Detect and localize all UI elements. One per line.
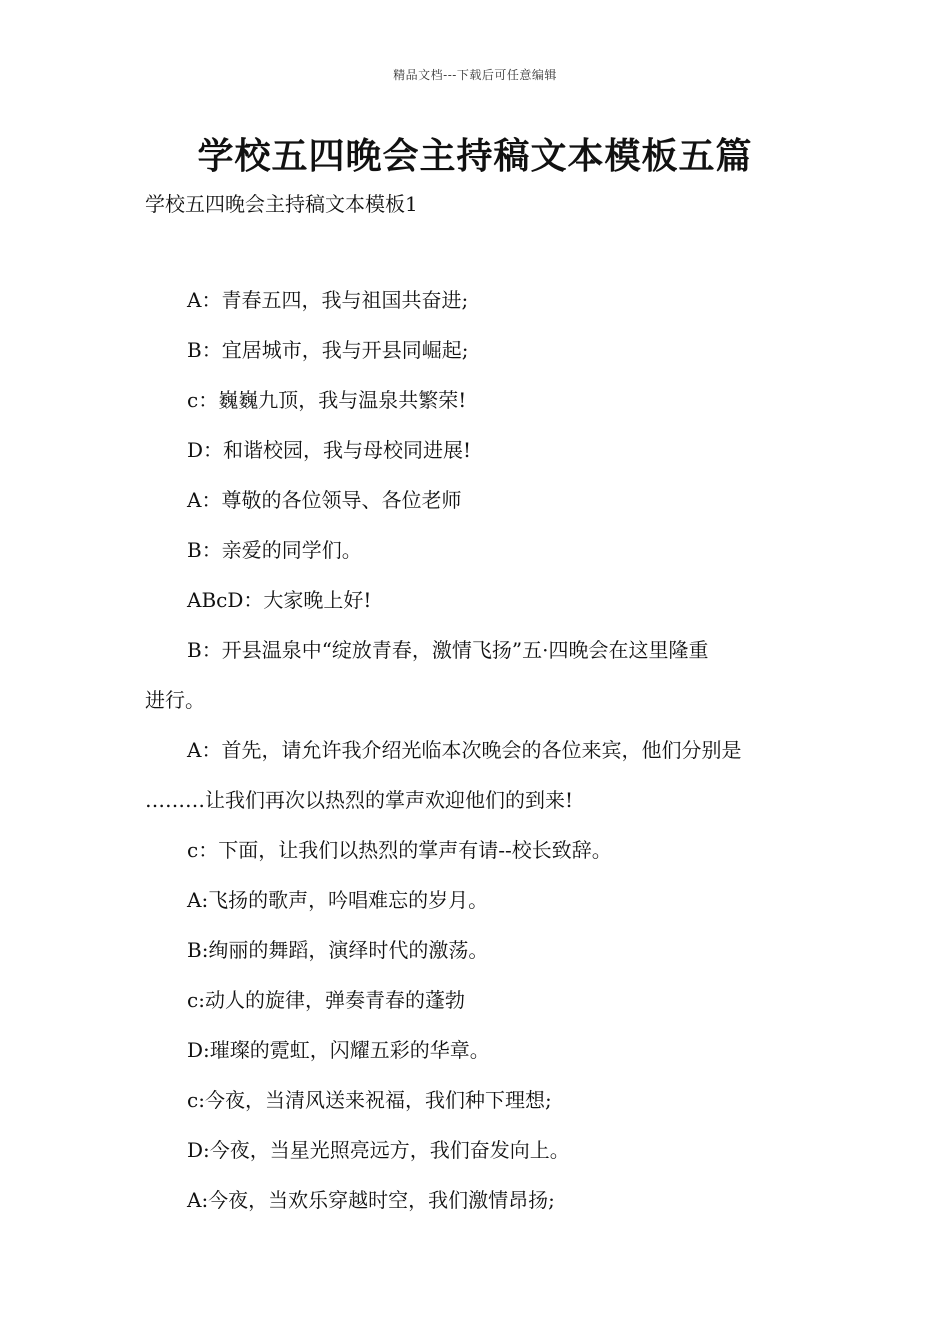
script-line: D:璀璨的霓虹，闪耀五彩的华章。 bbox=[187, 1038, 490, 1062]
script-line: B:绚丽的舞蹈，演绎时代的激荡。 bbox=[187, 938, 489, 962]
script-line: A:今夜，当欢乐穿越时空，我们激情昂扬; bbox=[187, 1188, 555, 1212]
script-line: A：青春五四，我与祖国共奋进; bbox=[187, 288, 469, 312]
script-line: c：下面，让我们以热烈的掌声有请--校长致辞。 bbox=[187, 838, 612, 862]
script-line: c：巍巍九顶，我与温泉共繁荣! bbox=[187, 388, 467, 412]
document-title: 学校五四晚会主持稿文本模板五篇 bbox=[197, 135, 753, 177]
script-line: 进行。 bbox=[145, 688, 205, 712]
script-body bbox=[145, 285, 810, 1235]
script-line: c:今夜，当清风送来祝福，我们种下理想; bbox=[187, 1088, 552, 1112]
script-line: B：宜居城市，我与开县同崛起; bbox=[187, 338, 469, 362]
script-line: D：和谐校园，我与母校同进展! bbox=[187, 438, 472, 462]
script-line: D:今夜，当星光照亮远方，我们奋发向上。 bbox=[187, 1138, 570, 1162]
script-line: ………让我们再次以热烈的掌声欢迎他们的到来! bbox=[145, 788, 574, 812]
script-line: A:飞扬的歌声，吟唱难忘的岁月。 bbox=[187, 888, 489, 912]
script-line: A：尊敬的各位领导、各位老师 bbox=[187, 488, 462, 512]
section-subtitle: 学校五四晚会主持稿文本模板1 bbox=[145, 192, 418, 216]
script-line: c:动人的旋律，弹奏青春的蓬勃 bbox=[187, 988, 465, 1012]
script-line: B：开县温泉中“绽放青春，激情飞扬”五·四晚会在这里隆重 bbox=[187, 638, 709, 662]
script-line: ABcD：大家晚上好! bbox=[187, 588, 372, 612]
script-line: B：亲爱的同学们。 bbox=[187, 538, 362, 562]
header-note: 精品文档---下载后可任意编辑 bbox=[393, 68, 557, 82]
script-line: A：首先，请允许我介绍光临本次晚会的各位来宾，他们分别是 bbox=[187, 738, 742, 762]
